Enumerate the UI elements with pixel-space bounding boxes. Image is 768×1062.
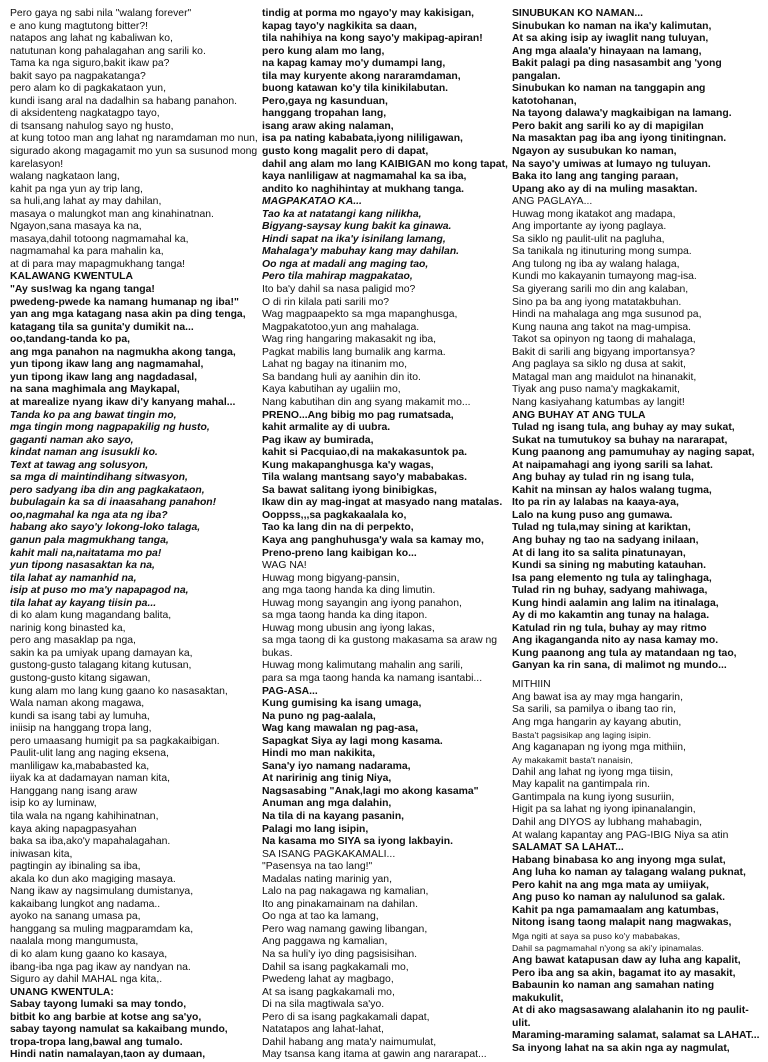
text-line: kahit armalite ay di uubra. [262, 422, 391, 434]
text-line: Baka ito lang ang tanging paraan, [512, 171, 679, 183]
text-line: At naipamahagi ang iyong sarili sa lahat. [512, 459, 713, 471]
text-line: Ang puso ko naman ay nalulunod sa galak. [512, 892, 726, 904]
text-line: pero sadyang iba din ang pagkakataon, [10, 484, 205, 496]
text-line: MITHIIN [512, 678, 551, 690]
text-line: Tanda ko pa ang bawat tingin mo, [10, 409, 177, 421]
text-line: yan ang mga katagang nasa akin pa ding tenga, [10, 309, 246, 321]
text-line: PRENO...Ang bibig mo pag rumatsada, [262, 409, 454, 421]
text-line: SALAMAT SA LAHAT... [512, 842, 624, 854]
text-line: sigurado akong magagamit mo yun sa susunod mong [10, 146, 258, 158]
text-line: manliligaw ka,mababasted ka, [10, 760, 150, 772]
text-line: Pero bakit ang sarili ko ay di mapigilan [512, 120, 704, 132]
text-line: Mga ngiti at saya sa puso ko'y mababakas, [512, 930, 681, 941]
text-line: tila nahihiya na kong sayo'y makipag-apiran! [262, 33, 483, 45]
text-line: Ang luha ko naman ay talagang walang puknat, [512, 867, 746, 879]
text-line: kahit pa nga yun ay trip lang, [10, 183, 143, 195]
text-line: Ngayon ay susubukan ko naman, [512, 146, 677, 158]
text-line: Huwag mong kalimutang mahalin ang sarili, [262, 660, 463, 672]
text-line: Katulad rin ng tula, buhay ay may ritmo [512, 622, 707, 634]
text-line: Nitong isang taong malapit nang magwakas, [512, 917, 732, 929]
text-line: Wag kang mawalan ng pag-asa, [262, 723, 419, 735]
text-line: isip at puso mo ma'y napapagod na, [10, 585, 189, 597]
text-line: gustong-gusto kitang sigawan, [10, 672, 151, 684]
text-line: akala ko dun ako magiging masaya. [10, 873, 176, 885]
text-line: Hindi na mahalaga ang mga susunod pa, [512, 309, 702, 321]
text-line: masaya,dahil totoong nagmamahal ka, [10, 233, 189, 245]
text-line: Tulad ng tula,may sining at kariktan, [512, 522, 691, 534]
text-line: Mahalaga'y mabuhay kang may dahilan. [262, 246, 460, 258]
text-line: Upang ako ay di na muling masaktan. [512, 183, 698, 195]
text-line: Isa pang elemento ng tula ay talinghaga, [512, 572, 712, 584]
text-line: tila lahat ay namanhid na, [10, 572, 137, 584]
text-line: na sana maghimala ang Maykapal, [10, 384, 180, 396]
text-line: bubulagain ka sa di inaasahang panahon! [10, 497, 217, 509]
text-line: Wala naman akong magawa, [10, 698, 145, 710]
text-line: Bakit di sarili ang bigyang importansya? [512, 346, 696, 358]
text-line: Natatapos ang lahat-lahat, [262, 1024, 384, 1036]
text-line: Huwag mong ubusin ang iyong lakas, [262, 622, 435, 634]
text-line: ibang-iba nga pag ikaw ay nandyan na. [10, 961, 191, 973]
text-line: at marealize nyang ikaw di'y kanyang mahal... [10, 396, 236, 408]
text-line: gusto kong magalit pero di dapat, [262, 146, 429, 158]
text-line: Sa siklo ng paulit-ulit na pagluha, [512, 233, 665, 245]
text-line: Babaunin ko naman ang samahan nating [512, 980, 715, 992]
text-line: kapag tayo'y nagkikita sa daan, [262, 20, 417, 32]
poem-column-1 [10, 8, 258, 1061]
text-line: pwedeng-pwede ka namang humanap ng iba!" [10, 296, 239, 308]
text-line: SINUBUKAN KO NAMAN... [512, 8, 644, 19]
text-line: Habang binabasa ko ang inyong mga sulat, [512, 854, 726, 866]
text-line: iniisip na hanggang tropa lang, [10, 723, 152, 735]
text-line: At sa isang pagkakamali mo, [262, 986, 395, 998]
text-line: Sino pa ba ang iyong matatakbuhan. [512, 296, 682, 308]
text-line: Bakit palagi pa ding nasasambit ang 'yong [512, 58, 722, 70]
text-line: andito ko naghihintay at mukhang tanga. [262, 183, 465, 195]
text-line: tindig at porma mo ngayo'y may kakisigan, [262, 8, 475, 19]
text-line: Tila walang mantsang sayo'y mababakas. [262, 472, 467, 484]
text-line: di aksidenteng nagkatagpo tayo, [10, 108, 160, 120]
text-line: Ay makakamit basta't nanaisin, [512, 755, 634, 766]
text-line: May tsansa kang itama at gawin ang nararapat... [262, 1049, 487, 1061]
text-line: makukulit, [512, 992, 564, 1004]
text-line: Wag magpaapekto sa mga mapanghusga, [262, 309, 458, 321]
text-line: Ang ikaganganda nito ay nasa kamay mo. [512, 635, 719, 647]
text-line: naalala mong mangumusta, [10, 936, 139, 948]
text-line: baka sa iba,ako'y mapahalagahan. [10, 836, 171, 848]
text-line: Pag ikaw ay bumirada, [262, 434, 374, 446]
text-line: Sa sarili, sa pamilya o ibang tao rin, [512, 704, 677, 716]
text-line: Sa bandang huli ay aanihin din ito. [262, 371, 421, 383]
text-line: yun tipong ikaw lang ang nagmamahal, [10, 359, 204, 371]
text-line: Oo nga at madali ang maging tao, [262, 258, 429, 270]
text-line: Ito ang pinakamainam na dahilan. [262, 898, 418, 910]
text-line: Pero gaya ng sabi nila "walang forever" [10, 8, 192, 19]
text-line: Takot sa opinyon ng taong di mahalaga, [512, 334, 696, 346]
text-line: sabay tayong namulat sa kakaibang mundo, [10, 1024, 228, 1036]
text-line: At sa aking isip ay iwaglit nang tuluyan, [512, 33, 709, 45]
text-line: di ko alam kung gaano ko kasaya, [10, 949, 168, 961]
text-line: Kung makapanghusga ka'y wagas, [262, 459, 434, 471]
text-line: Ang mga hangarin ay kayang abutin, [512, 716, 682, 728]
text-line: MAGPAKATAO KA... [262, 196, 362, 208]
text-line: karelasyon! [10, 158, 64, 170]
text-line: kahit mali na,naitatama mo pa! [10, 547, 162, 559]
text-line: kung alam mo lang kung gaano ko nasasaktan, [10, 685, 228, 697]
text-line: Lalo na pag nakagawa ng kamalian, [262, 886, 429, 898]
text-line: Tiyak ang puso nama'y magkakamit, [512, 384, 680, 396]
text-line: ulit. [512, 1017, 531, 1029]
text-line: kahit si Pacquiao,di na makakasuntok pa. [262, 447, 467, 459]
text-line: bakit sayo pa nagpakatanga? [10, 70, 146, 82]
text-line: oo,nagmahal ka nga ata ng iba? [10, 509, 168, 521]
text-line: Kahit na minsan ay halos walang tugma, [512, 484, 712, 496]
text-line: di ko alam kung magandang balita, [10, 610, 172, 622]
text-line: pangalan. [512, 70, 561, 82]
text-line: Paulit-ulit lang ang naging eksena, [10, 748, 169, 760]
text-line: Nang kasiyahang katumbas ay langit! [512, 396, 685, 408]
text-line: Dahil ang lahat ng iyong mga tiisin, [512, 766, 674, 778]
text-line: Sana'y iyo namang nadarama, [262, 760, 411, 772]
text-line: sa huli,ang lahat ay may dahilan, [10, 196, 162, 208]
text-line: katotohanan, [512, 95, 577, 107]
text-line: mga tingin mong nagpapakilig ng husto, [10, 422, 210, 434]
text-line: na kapag kamay mo'y dumampi lang, [262, 58, 446, 70]
text-line: kundi isang aral na dadalhin sa habang panahon. [10, 95, 238, 107]
text-line: Dahil sa pagmamahal n'yong sa aki'y ipinamalas. [512, 943, 704, 954]
text-line: WAG NA! [262, 560, 307, 572]
text-line: SA ISANG PAGKAKAMALI... [262, 848, 396, 860]
text-line: Sa giyerang sarili mo din ang kalaban, [512, 284, 689, 296]
text-line: isip ko ay luminaw, [10, 798, 97, 810]
text-line: KALAWANG KWENTULA [10, 271, 133, 283]
text-line: Ang importante ay iyong paglaya. [512, 221, 667, 233]
text-line: yun tipong ikaw lang ang nagdadasal, [10, 371, 198, 383]
text-line: gustong-gusto talagang kitang kutusan, [10, 660, 192, 672]
text-line: Ang paglaya sa siklo ng dusa at sakit, [512, 359, 686, 371]
text-line: Kung hindi aalamin ang lalim na itinalaga, [512, 597, 719, 609]
text-line: Di na sila magtiwala sa'yo. [262, 999, 385, 1011]
text-line: Hindi natin namalayan,taon ay dumaan, [10, 1049, 206, 1061]
text-line: Ito pa rin ay lalabas na kaaya-aya, [512, 497, 679, 509]
text-line: di tsansang nahulog sayo ng husto, [10, 120, 174, 132]
text-line: pagtingin ay ibinaling sa iba, [10, 861, 141, 873]
text-line: Hanggang nang isang araw [10, 785, 138, 797]
text-line: Lahat ng bagay na itinanim mo, [262, 359, 407, 371]
text-line: walang nagkataon lang, [10, 171, 120, 183]
text-line: Maraming-maraming salamat, salamat sa LAHAT... [512, 1030, 760, 1042]
text-line: isang araw aking nalaman, [262, 120, 394, 132]
text-line: Kahit pa nga pamamaalam ang katumbas, [512, 904, 719, 916]
text-line: UNANG KWENTULA: [10, 986, 114, 998]
text-line: Ooppss,,,sa pagkakaalala ko, [262, 509, 407, 521]
text-line: Kundi sa sining ng mabuting katauhan. [512, 560, 706, 572]
text-line: Na tila di na kayang pasanin, [262, 811, 405, 822]
text-line: pero ang masaklap pa nga, [10, 635, 136, 647]
text-line: yun tipong nasasaktan ka na, [10, 560, 155, 572]
text-line: Pagkat mabilis lang bumalik ang karma. [262, 346, 446, 358]
text-line: dahil ang alam mo lang KAIBIGAN mo kong tapat, [262, 158, 508, 170]
text-line: natutunan kong pahalagahan ang sarili ko. [10, 45, 206, 57]
text-line: Na sayo'y umiwas at lumayo ng tuluyan. [512, 158, 711, 170]
text-line: Sinubukan ko naman na tanggapin ang [512, 83, 706, 95]
text-line: Text at tawag ang solusyon, [10, 459, 149, 471]
text-line: Ang tulong ng iba ay walang halaga, [512, 258, 680, 270]
text-line: Tao ka at natatangi kang nilikha, [262, 208, 422, 220]
text-line: At di lang ito sa salita pinatunayan, [512, 547, 686, 559]
text-line: Na puno ng pag-aalala, [262, 710, 376, 722]
text-line: Sinubukan ko naman na ika'y kalimutan, [512, 20, 712, 32]
poem-column-3 [512, 8, 762, 1054]
text-line: kundi sa isang tabi ay lumuha, [10, 710, 150, 722]
text-line: pero kung alam mo lang, [262, 45, 385, 57]
text-line: Tulad rin ng buhay, sadyang mahiwaga, [512, 585, 708, 597]
text-line: At walang kapantay ang PAG-IBIG Niya sa atin [512, 829, 729, 841]
text-line: Ang bawat katapusan daw ay luha ang kapalit, [512, 955, 741, 967]
text-line: Siguro ay dahil MAHAL nga kita,. [10, 974, 163, 986]
text-line: sa mga taong handa ka ding itapon. [262, 610, 428, 622]
text-line: Sa tanikala ng itinuturing mong sumpa. [512, 246, 692, 258]
text-line: Ito ba'y dahil sa nasa paligid mo? [262, 284, 416, 296]
text-line: sa mga di maintindihang sitwasyon, [10, 472, 188, 484]
text-line: Ang kaganapan ng iyong mga mithiin, [512, 741, 686, 753]
text-line: Hindi mo man nakikita, [262, 748, 376, 760]
text-line: nagmamahal ka para mahalin ka, [10, 246, 164, 258]
text-line: ang mga panahon na nagmukha akong tanga, [10, 346, 236, 358]
text-line: sa mga taong di ka gustong makasama sa araw ng [262, 635, 498, 647]
text-line: Sa inyong lahat na sa akin nga ay nagmulat, [512, 1042, 730, 1054]
text-line: Basta't pagsisikap ang laging isipin. [512, 730, 652, 741]
text-line: Huwag mong bigyang-pansin, [262, 572, 400, 584]
text-line: Dahil sa isang pagkakamali mo, [262, 961, 409, 973]
text-line: Sukat na tumutukoy sa buhay na nararapat, [512, 434, 728, 446]
text-line: Sabay tayong lumaki sa may tondo, [10, 999, 187, 1011]
text-line: Ang buhay ng tao na sadyang inilaan, [512, 534, 699, 546]
text-line: kaya nanliligaw at nagmamahal ka sa iba, [262, 171, 467, 183]
text-line: Matagal man ang maidulot na hinanakit, [512, 371, 697, 383]
text-line: ANG PAGLAYA... [512, 196, 593, 208]
text-line: Ang paggawa ng kamalian, [262, 936, 388, 948]
text-line: Ang mga alaala'y hinayaan na lamang, [512, 45, 702, 57]
text-line: habang ako sayo'y lokong-loko talaga, [10, 522, 201, 534]
text-line: Ay di mo kakamtin ang tunay na halaga. [512, 610, 710, 622]
text-line: Lalo na kung puso ang gumawa. [512, 509, 673, 521]
text-line: hanggang sa muling magparamdam ka, [10, 923, 194, 935]
text-line: at kung totoo man ang lahat ng naramdaman mo nun, [10, 133, 258, 145]
text-line: buong katawan ko'y tila kinikilabutan. [262, 83, 449, 95]
text-line: Ngayon,sana masaya ka na, [10, 221, 142, 233]
text-line: Pero di sa isang pagkakamali dapat, [262, 1011, 430, 1023]
text-line: May kapalit na gantimpala rin. [512, 779, 651, 791]
text-line: oo,tandang-tanda ko pa, [10, 334, 131, 346]
text-line: Dahil ang DIYOS ay lubhang mahabagin, [512, 817, 703, 828]
text-line: pero alam ko di pagkakataon yun, [10, 83, 166, 95]
text-line: bitbit ko ang barbie at kotse ang sa'yo, [10, 1011, 202, 1023]
text-line: Kaya ang panghuhusga'y wala sa kamay mo, [262, 534, 484, 546]
poem-column-2 [262, 8, 508, 1061]
text-line: Tulad ng isang tula, ang buhay ay may sukat, [512, 422, 735, 434]
text-line: Nang kabutihan din ang syang makamit mo... [262, 396, 471, 408]
text-line: gaganti naman ako sayo, [10, 434, 134, 446]
text-line: Pero wag namang gawing libangan, [262, 923, 428, 935]
text-line: Hindi sapat na ika'y isinilang lamang, [262, 233, 446, 245]
text-line: ang mga taong handa ka ding limutin. [262, 585, 436, 597]
text-line: ganun pala magmukhang tanga, [10, 534, 169, 546]
text-line: bukas. [262, 647, 293, 659]
text-line: hanggang tropahan lang, [262, 108, 387, 120]
text-line: sakin ka pa umiyak upang damayan ka, [10, 647, 193, 659]
text-line: kakaibang lungkot ang nadama.. [10, 898, 161, 910]
text-line: Na masaktan pag iba ang iyong tinitingnan. [512, 133, 727, 145]
text-line: Kung paanong ang pamumuhay ay naging sapat, [512, 447, 755, 459]
text-line: Kung paanong ang tula ay matandaan ng tao, [512, 647, 737, 659]
text-line: masaya o malungkot man ang kinahinatnan. [10, 208, 214, 220]
text-line: pero umaasang humigit pa sa pagkakaibigan. [10, 735, 220, 747]
text-line: Pero,gaya ng kasunduan, [262, 95, 388, 107]
text-line: Pwedeng lahat ay magbago, [262, 974, 394, 986]
text-line: Oo nga at tao ka lamang, [262, 911, 379, 923]
text-line: Higit pa sa lahat ng iyong ipinanalangin, [512, 804, 696, 816]
text-line: iniwasan kita, [10, 848, 73, 860]
text-line: Ang buhay ay tulad rin ng isang tula, [512, 472, 694, 484]
text-line: tila wala na ngang kahihinatnan, [10, 811, 159, 822]
text-line: Gantimpala na kung iyong susuriin, [512, 791, 675, 803]
text-line: Tao ka lang din na di perpekto, [262, 522, 414, 534]
text-line: kaya aking napagpasyahan [10, 823, 137, 835]
text-line: Sapagkat Siya ay lagi mong kasama. [262, 735, 443, 747]
text-line: Kundi mo kakayanin tumayong mag-isa. [512, 271, 697, 283]
text-line: Kaya kabutihan ay ugaliin mo, [262, 384, 401, 396]
text-line: at di para may mapagmukhang tanga! [10, 258, 186, 270]
text-line: At naririnig ang tinig Niya, [262, 773, 392, 785]
text-line: iiyak ka at dadamayan naman kita, [10, 773, 170, 785]
text-line: katagang tila sa gunita'y dumikit na... [10, 321, 194, 333]
text-line: "Ay sus!wag ka ngang tanga! [10, 284, 155, 296]
text-line: Wag ring hangaring makasakit ng iba, [262, 334, 437, 346]
text-line: Dahil habang ang mata'y naimumulat, [262, 1036, 437, 1048]
text-line: Tama ka nga siguro,bakit ikaw pa? [10, 58, 170, 70]
text-line: Pero iba ang sa akin, bagamat ito ay masakit, [512, 967, 736, 979]
text-line: PAG-ASA... [262, 685, 318, 697]
text-line: ANG BUHAY AT ANG TULA [512, 409, 646, 421]
text-line: para sa mga taong handa ka namang isantabi... [262, 672, 483, 684]
text-line: tila may kuryente akong nararamdaman, [262, 70, 461, 82]
text-line: Magpakatotoo,yun ang mahalaga. [262, 321, 420, 333]
text-line: e ano kung magtutong bitter?! [10, 20, 149, 32]
text-line: Na kasama mo SIYA sa iyong lakbayin. [262, 836, 453, 848]
text-line: Sa bawat salitang iyong binibigkas, [262, 484, 437, 496]
text-line: isa pa nating kababata,iyong nililigawan, [262, 133, 463, 145]
text-line: Huwag mong ikatakot ang madapa, [512, 208, 676, 220]
text-line: Bigyang-saysay kung bakit ka ginawa. [262, 221, 452, 233]
text-line: Na tayong dalawa'y magkaibigan na lamang. [512, 108, 732, 120]
text-line: Pero tila mahirap magpakatao, [262, 271, 413, 283]
text-line: kindat naman ang isusukli ko. [10, 447, 158, 459]
text-line: narinig kong binasted ka, [10, 622, 126, 634]
text-line: Huwag mong sayangin ang iyong panahon, [262, 597, 462, 609]
text-line: Anuman ang mga dalahin, [262, 798, 392, 810]
text-line: Ang bawat isa ay may mga hangarin, [512, 691, 683, 703]
text-line: Nang ikaw ay nagsimulang dumistanya, [10, 886, 194, 898]
text-line: Pero kahit na ang mga mata ay umiiyak, [512, 879, 709, 891]
text-line: ayoko na sanang umasa pa, [10, 911, 141, 923]
text-line: Madalas nating marinig yan, [262, 873, 392, 885]
text-line: tila lahat ay kayang tiisin pa... [10, 597, 157, 609]
text-line: tropa-tropa lang,bawal ang tumalo. [10, 1036, 183, 1048]
text-line: At di ako magsasawang alalahanin ito ng paulit- [512, 1005, 749, 1017]
text-line: Preno-preno lang kaibigan ko... [262, 547, 417, 559]
text-line: Na sa huli'y iyo ding pagsisisihan. [262, 949, 418, 961]
text-line: Kung nauna ang takot na mag-umpisa. [512, 321, 692, 333]
text-line: O di rin kilala pati sarili mo? [262, 296, 390, 308]
text-line: Kung gumising ka isang umaga, [262, 698, 422, 710]
text-line: Nagsasabing "Anak,lagi mo akong kasama" [262, 785, 479, 797]
text-line: Ganyan ka rin sana, di malimot ng mundo... [512, 660, 727, 672]
text-line: natapos ang lahat ng kabaliwan ko, [10, 33, 173, 45]
text-line: "Pasensya na tao lang!" [262, 861, 373, 873]
text-line: Palagi mo lang isipin, [262, 823, 369, 835]
text-line: Ikaw din ay mag-ingat at masyado nang matalas. [262, 497, 503, 509]
